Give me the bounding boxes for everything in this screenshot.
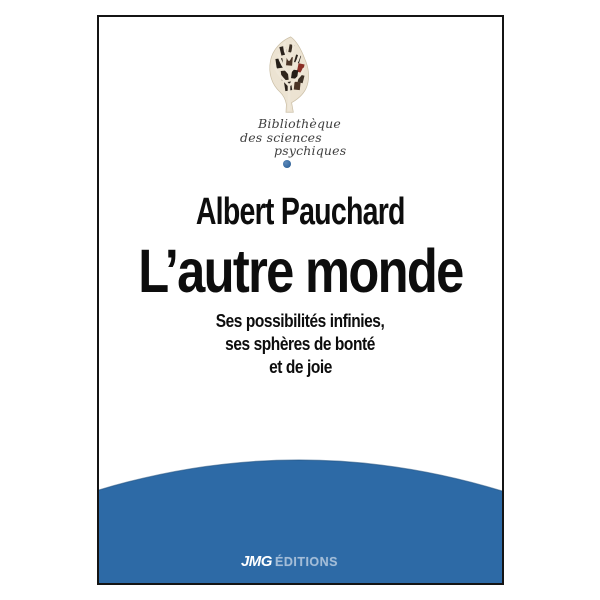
publisher-logo bbox=[97, 554, 491, 569]
author-name: Albert Pauchard bbox=[196, 191, 405, 233]
collection-line: Bibliothèque bbox=[258, 116, 342, 131]
book-cover bbox=[97, 15, 504, 585]
subtitle-line: et de joie bbox=[269, 357, 332, 377]
subtitle-line: Ses possibilités infinies, bbox=[216, 311, 385, 331]
blue-dome-graphic bbox=[99, 17, 502, 583]
collection-line: psychiques bbox=[274, 143, 347, 158]
publisher-name: JMG bbox=[240, 553, 272, 570]
publisher-suffix: ÉDITIONS bbox=[274, 555, 339, 569]
collection-line: des sciences bbox=[240, 129, 322, 145]
book-title: L’autre monde bbox=[138, 237, 463, 305]
subtitle-line: ses sphères de bonté bbox=[225, 334, 376, 354]
